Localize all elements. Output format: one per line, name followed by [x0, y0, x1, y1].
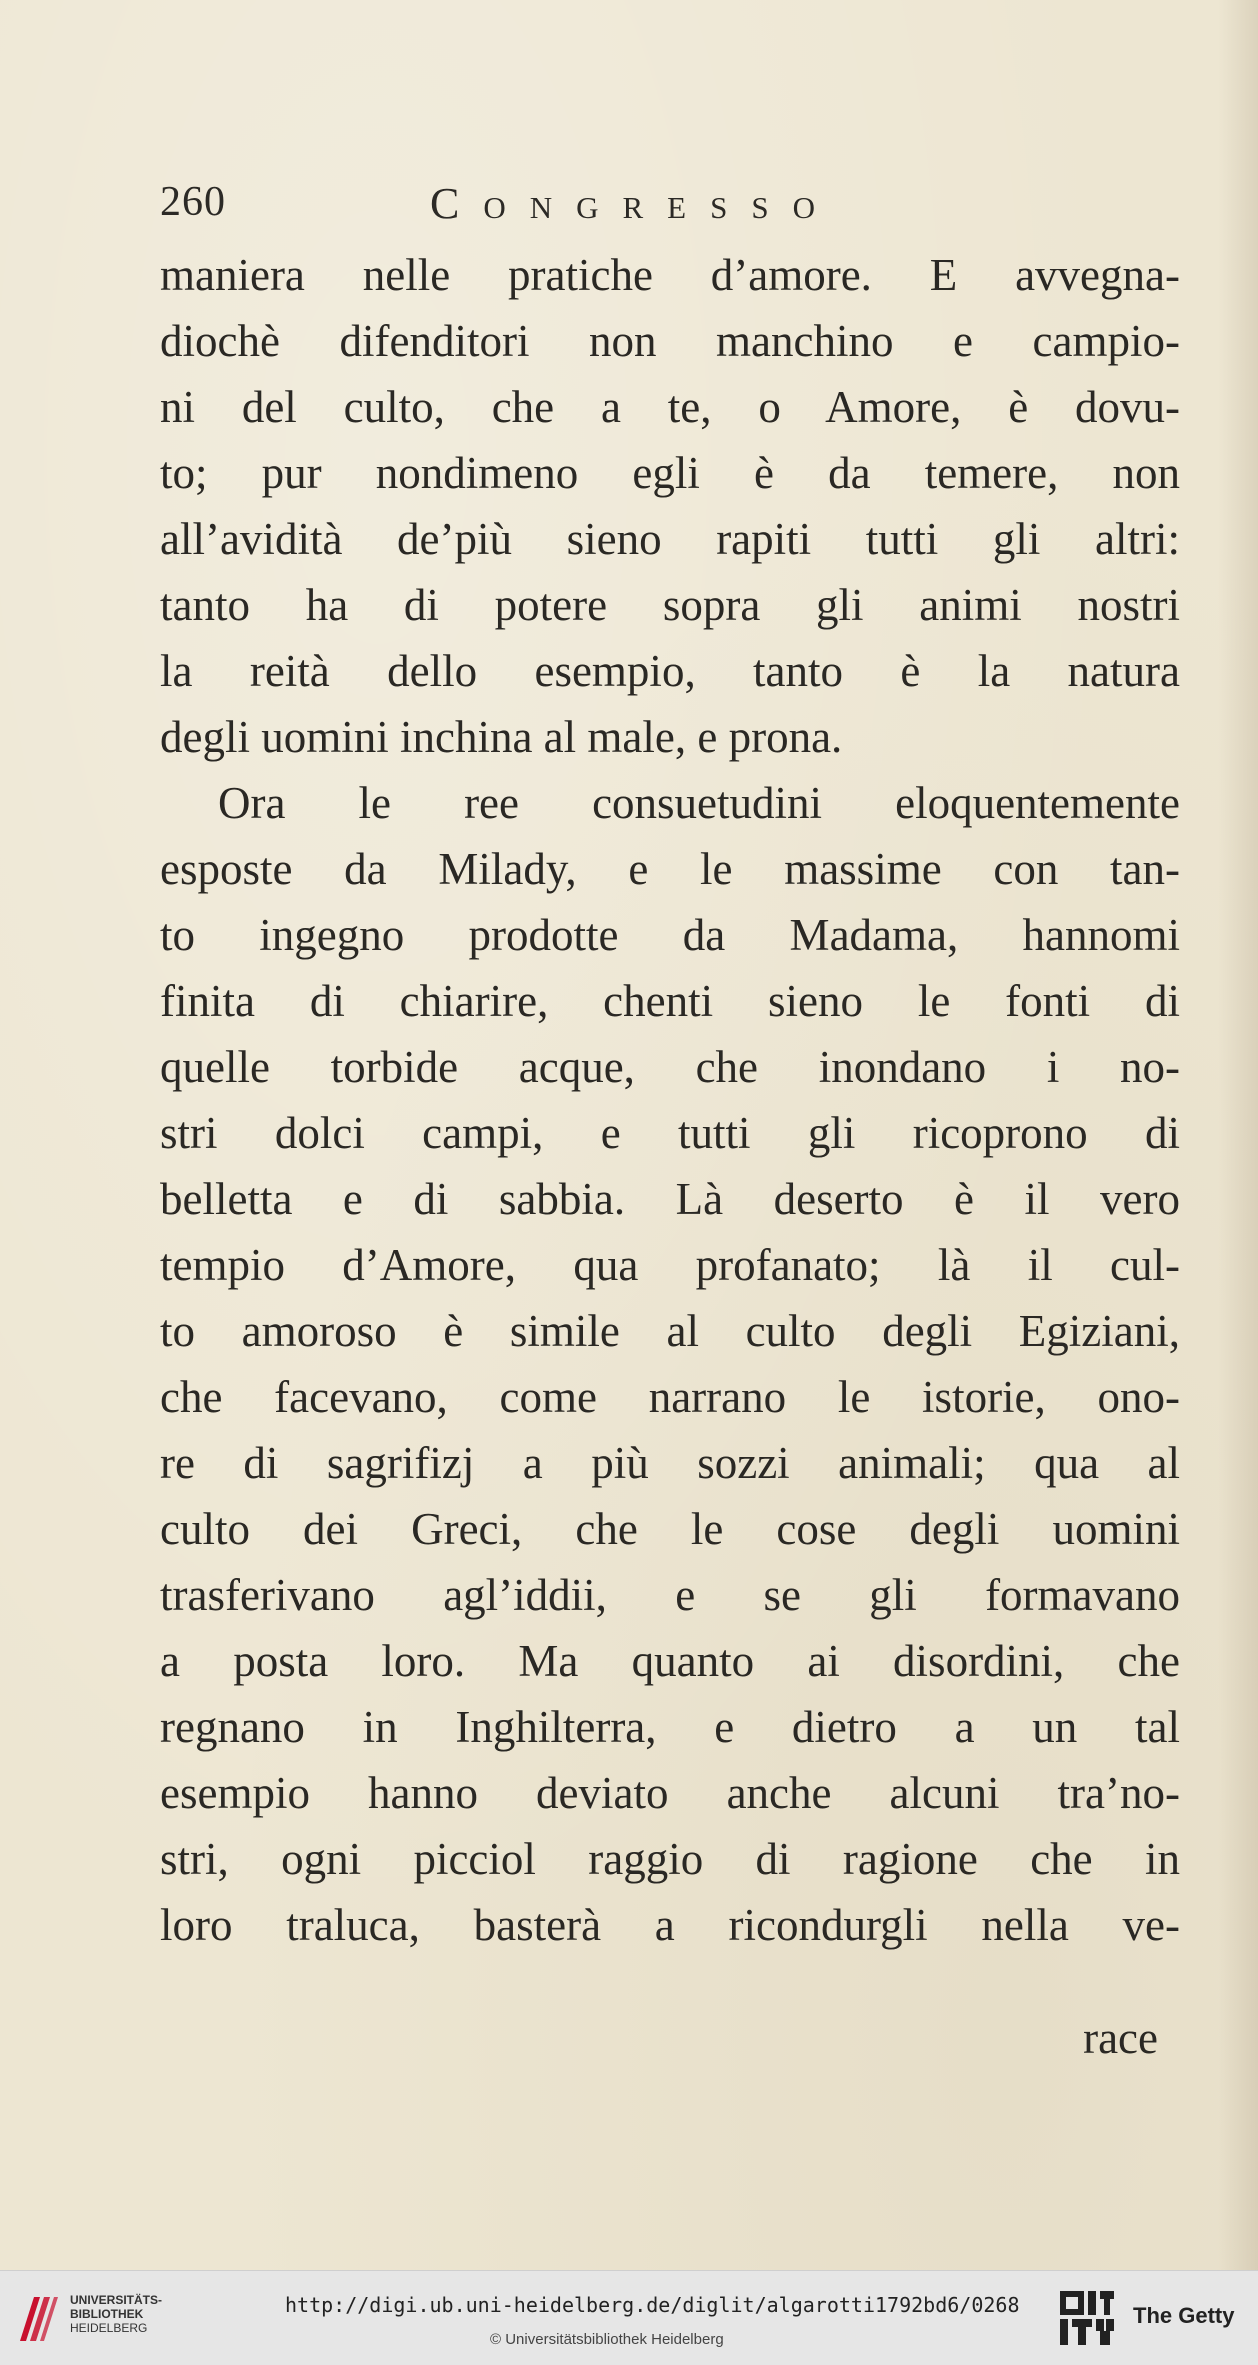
text-line: belletta e di sabbia. Là deserto è il vero	[160, 1174, 1180, 1224]
catchword: race	[1083, 2013, 1158, 2063]
permalink-url[interactable]: http://digi.ub.uni-heidelberg.de/diglit/algarotti1792bd6/0268	[285, 2293, 1020, 2317]
text-line: to; pur nondimeno egli è da temere, non	[160, 448, 1180, 498]
text-line: loro traluca, basterà a ricondurgli nella ve-	[160, 1900, 1180, 1950]
partner-name: The Getty	[1133, 2303, 1235, 2328]
text-line: stri, ogni picciol raggio di ragione che in	[160, 1834, 1180, 1884]
text-line: esposte da Milady, e le massime con tan-	[160, 844, 1180, 894]
text-line: esempio hanno deviato anche alcuni tra’no-	[160, 1768, 1180, 1818]
library-name-line: UNIVERSITÄTS-	[70, 2293, 163, 2307]
text-line: finita di chiarire, chenti sieno le fonti di	[160, 976, 1180, 1026]
page-header	[160, 178, 1160, 248]
text-line: diochè difenditori non manchino e campio-	[160, 316, 1180, 366]
text-line: tempio d’Amore, qua profanato; là il cul-	[160, 1240, 1180, 1290]
library-name	[70, 2293, 162, 2335]
text-line: a posta loro. Ma quanto ai disordini, che	[160, 1636, 1180, 1686]
text-line: quelle torbide acque, che inondano i no-	[160, 1042, 1180, 1092]
text-line: all’avidità de’più sieno rapiti tutti gli altri:	[160, 514, 1180, 564]
copyright-notice: © Universitätsbibliothek Heidelberg	[490, 2331, 724, 2348]
text-line: culto dei Greci, che le cose degli uomini	[160, 1504, 1180, 1554]
text-line: la reità dello esempio, tanto è la natura	[160, 646, 1180, 696]
page-number: 260	[160, 179, 226, 225]
library-name-line: HEIDELBERG	[70, 2321, 148, 2335]
text-line: regnano in Inghilterra, e dietro a un tal	[160, 1702, 1180, 1752]
text-line: to ingegno prodotte da Madama, hannomi	[160, 910, 1180, 960]
text-line: che facevano, come narrano le istorie, ono-	[160, 1372, 1180, 1422]
text-line: degli uomini inchina al male, e prona.	[160, 712, 843, 762]
body-text	[160, 242, 1180, 1958]
text-line: to amoroso è simile al culto degli Egiziani,	[160, 1306, 1180, 1356]
getty-logo-icon[interactable]	[1058, 2289, 1116, 2347]
text-line: trasferivano agl’iddii, e se gli formavano	[160, 1570, 1180, 1620]
running-title: Congresso	[430, 179, 839, 228]
library-name-line: BIBLIOTHEK	[70, 2307, 144, 2321]
viewer-footer	[0, 2270, 1258, 2365]
text-line: Ora le ree consuetudini eloquentemente	[218, 778, 1180, 828]
text-line: maniera nelle pratiche d’amore. E avvegna-	[160, 250, 1180, 300]
university-library-logo-icon[interactable]	[14, 2289, 62, 2347]
text-line: stri dolci campi, e tutti gli ricoprono di	[160, 1108, 1180, 1158]
text-line: tanto ha di potere sopra gli animi nostri	[160, 580, 1180, 630]
text-line: re di sagrifizj a più sozzi animali; qua al	[160, 1438, 1180, 1488]
text-line: ni del culto, che a te, o Amore, è dovu-	[160, 382, 1180, 432]
